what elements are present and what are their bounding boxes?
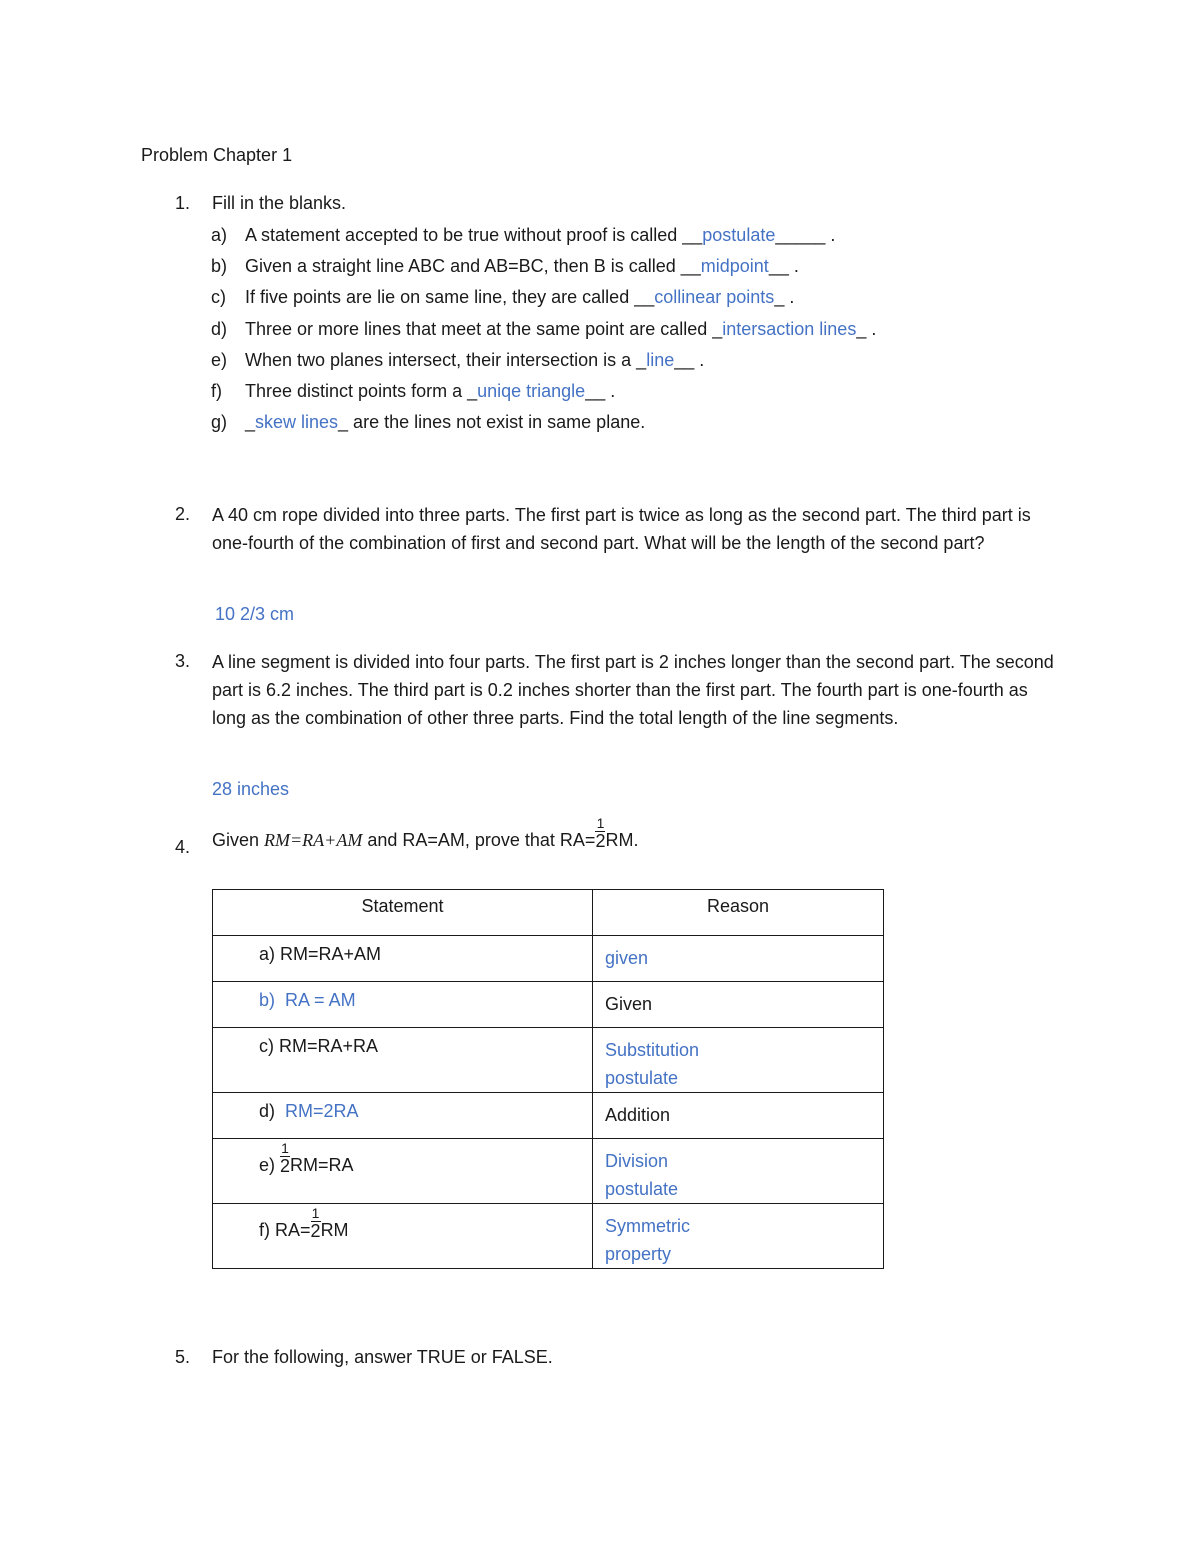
q1-item-tail: _ . [774,287,795,307]
q1-item-answer: collinear points [654,287,775,307]
q1-item-tail: _ are the lines not exist in same plane. [338,412,646,432]
statement-cell [213,1093,593,1139]
q1-item-answer: uniqe triangle [477,381,586,401]
statement-text: RM=2RA [285,1101,359,1121]
one-half-fraction [311,1206,321,1240]
q1-item-answer: intersaction lines [722,319,857,339]
q1-item-answer: line [646,350,675,370]
q5-text: For the following, answer TRUE or FALSE. [212,1347,553,1367]
table-row [213,1093,884,1139]
q1-item-text: Three or more lines that meet at the same point are called _ [245,319,723,339]
table-row [213,1028,884,1093]
q4-prompt [212,816,638,851]
row-label: b) [259,990,276,1010]
fraction-denominator: 2 [310,1221,321,1241]
q1-item-label: b) [211,256,228,276]
table-row [213,1204,884,1269]
statement-text: RA = AM [285,990,356,1010]
q1-item-label: f) [211,381,222,401]
proof-table [212,889,884,1269]
row-label: f) [259,1220,270,1241]
reason-text: Addition [605,1105,671,1125]
q4-number: 4. [175,837,191,857]
q2-answer: 10 2/3 cm [215,604,295,624]
q1-item-text: _ [245,412,256,432]
statement-cell [213,1028,593,1093]
q1-item-text: Given a straight line ABC and AB=BC, then B is called __ [245,256,701,276]
reason-text: Given [605,994,653,1014]
q5-number: 5. [175,1347,191,1367]
q3-text: A line segment is divided into four parts. The first part is 2 inches longer than the second part. The second part is 6.2 inches. The third part is 0.2 inches shorter than the first part. The fourth part is one-fourth as long as the combination of other three parts. Find the total length of the line segments. [212,652,1054,728]
q2-number: 2. [175,504,191,524]
fraction-numerator: 1 [311,1205,320,1221]
reason-cell [593,1204,884,1269]
q1-item-text: A statement accepted to be true without proof is called __ [245,225,703,245]
q1-item-label: e) [211,350,228,370]
q3-answer: 28 inches [212,779,290,799]
reason-cell [593,982,884,1028]
q1-item-tail: _ . [856,319,877,339]
reason-text: Substitution [605,1040,700,1060]
reason-cell [593,1028,884,1093]
reason-text: Symmetric [605,1216,690,1236]
reason-text-line2: postulate [605,1068,679,1088]
reason-cell [593,1139,884,1204]
statement-cell [213,1204,593,1269]
fraction-numerator: 1 [596,815,605,831]
reason-text: Division [605,1151,669,1171]
q1-item-text: Three distinct points form a _ [245,381,478,401]
reason-text: given [605,948,649,968]
q4-and: and RA=AM, prove that RA= [367,830,596,851]
header-statement: Statement [213,890,593,936]
reason-cell [593,936,884,982]
q1-item-tail: __ . [768,256,799,276]
q1-item-label: g) [211,412,228,432]
q1-item-answer: postulate [702,225,776,245]
q1-item-text: If five points are lie on same line, they are called __ [245,287,655,307]
statement-text: RM=RA [290,1155,354,1176]
statement-prefix: RA= [275,1220,311,1241]
q1-item-tail: __ . [585,381,616,401]
q4-equation: RM=RA+AM [264,830,363,851]
statement-cell [213,1139,593,1204]
statement-text: RM [320,1220,349,1241]
q1-item-text: When two planes intersect, their intersection is a _ [245,350,647,370]
fraction-denominator: 2 [280,1156,291,1176]
q1-number: 1. [175,193,191,213]
statement-cell [213,936,593,982]
q4-given: Given [212,830,260,851]
one-half-fraction [280,1141,290,1175]
one-half-fraction [595,816,605,850]
fraction-denominator: 2 [595,831,606,851]
statement-text: RM=RA+RA [279,1036,379,1056]
reason-cell [593,1093,884,1139]
reason-text-line2: postulate [605,1179,679,1199]
row-label: c) [259,1036,274,1056]
table-row [213,982,884,1028]
row-label: e) [259,1155,276,1176]
q1-item-label: d) [211,319,228,339]
q3-number: 3. [175,651,191,671]
row-label: a) [259,944,276,964]
table-row [213,936,884,982]
q1-item-answer: skew lines [255,412,339,432]
q1-item-tail: _____ . [775,225,836,245]
q1-prompt: Fill in the blanks. [212,193,347,213]
statement-cell [213,982,593,1028]
table-header-row [213,890,884,936]
q1-item-answer: midpoint [700,256,769,276]
page-title: Problem Chapter 1 [141,145,293,165]
statement-text: RM=RA+AM [280,944,382,964]
table-row [213,1139,884,1204]
q2-text: A 40 cm rope divided into three parts. The first part is twice as long as the second part. The third part is one-fourth of the combination of first and second part. What will be the length of the second part? [212,505,1031,553]
reason-text-line2: property [605,1244,672,1264]
q1-item-label: a) [211,225,228,245]
q1-item-tail: __ . [674,350,705,370]
row-label: d) [259,1101,276,1121]
header-reason: Reason [593,890,884,936]
q1-item-label: c) [211,287,226,307]
q4-tail: RM. [605,830,639,851]
fraction-numerator: 1 [281,1140,289,1156]
